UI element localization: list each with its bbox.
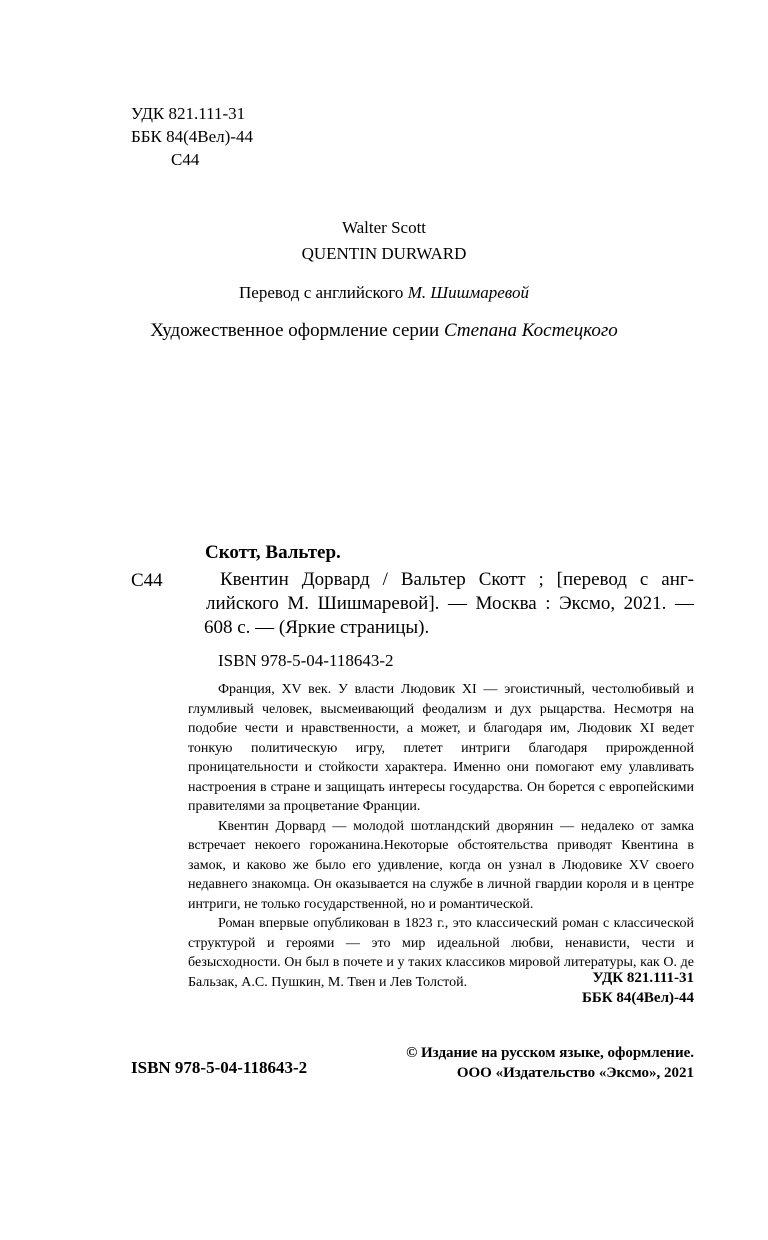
biblio-line-1: Квентин Дорвард / Вальтер Скотт ; [перевод с анг- <box>220 569 694 590</box>
translator-name: М. Шишмаревой <box>407 283 529 302</box>
translation-prefix: Перевод с английского <box>239 283 404 302</box>
translation-credit <box>0 283 768 303</box>
copyright-line-1: © Издание на русском языке, оформление. <box>406 1045 694 1061</box>
footer-udk: УДК 821.111-31 <box>592 970 694 986</box>
design-prefix: Художественное оформление серии <box>150 320 440 341</box>
footer-classification <box>560 968 694 1008</box>
designer-name: Степана Костецкого <box>443 320 618 341</box>
udk-code: УДК 821.111-31 <box>131 104 246 123</box>
footer-bbk: ББК 84(4Вел)-44 <box>581 990 694 1006</box>
annotation-paragraph: Квентин Дорвард — молодой шотландский дворянин — недалеко от замка встречает некоего горожанина.Некоторые обстоятельства приводят Квентина в замок, и каково же было его удивление, когда он узнал в Людовике XV своего недавнего знакомца. Он оказывается на службе в личной гвардии короля и в центре интриги, не только государственной, но и романтической. <box>188 818 694 912</box>
original-title: QUENTIN DURWARD <box>301 244 467 263</box>
copyright-notice <box>400 1043 694 1083</box>
annotation-paragraph: Роман впервые опубликован в 1823 г., это классический роман с классической структурой и героями — это мир идеальной любви, ненависти, чести и безысходности. Он был в почете и у таких классиков мировой литературы, как О. де Бальзак, А.С. Пушкин, М. Твен и Лев Толстой. <box>188 916 694 990</box>
bbk-code: ББК 84(4Вел)-44 <box>131 127 253 146</box>
footer-isbn: ISBN 978-5-04-118643-2 <box>131 1058 308 1077</box>
original-author: Walter Scott <box>341 218 427 237</box>
biblio-rest: лийского М. Шишмаревой]. — Москва : Эксмо, 2021. — 608 с. — (Яркие страницы). <box>204 593 694 638</box>
annotation-paragraph: Франция, XV век. У власти Людовик XI — эгоистичный, честолюбивый и глумливый человек, высмеивающий феодализм и дух рыцарства. Несмотря на подобие чести и нравственности, а может, и благодаря им, Людовик XI ведет тонкую политическую игру, плетет интриги благодаря прирожденной проницательности и стойкости характера. Именно они помогают ему улавливать настроения в стране и защищать интересы государства. Он борется с европейскими правителями за процветание Франции. <box>188 682 694 814</box>
author-mark: С44 <box>171 150 200 169</box>
record-isbn: ISBN 978-5-04-118643-2 <box>218 651 394 670</box>
classification-block <box>131 102 253 171</box>
bibliographic-description <box>204 568 694 640</box>
record-heading: Скотт, Вальтер. <box>205 542 341 563</box>
record-index: С44 <box>131 570 163 591</box>
annotation <box>188 680 694 992</box>
design-credit <box>0 320 768 342</box>
copyright-line-2: ООО «Издательство «Эксмо», 2021 <box>456 1065 694 1081</box>
